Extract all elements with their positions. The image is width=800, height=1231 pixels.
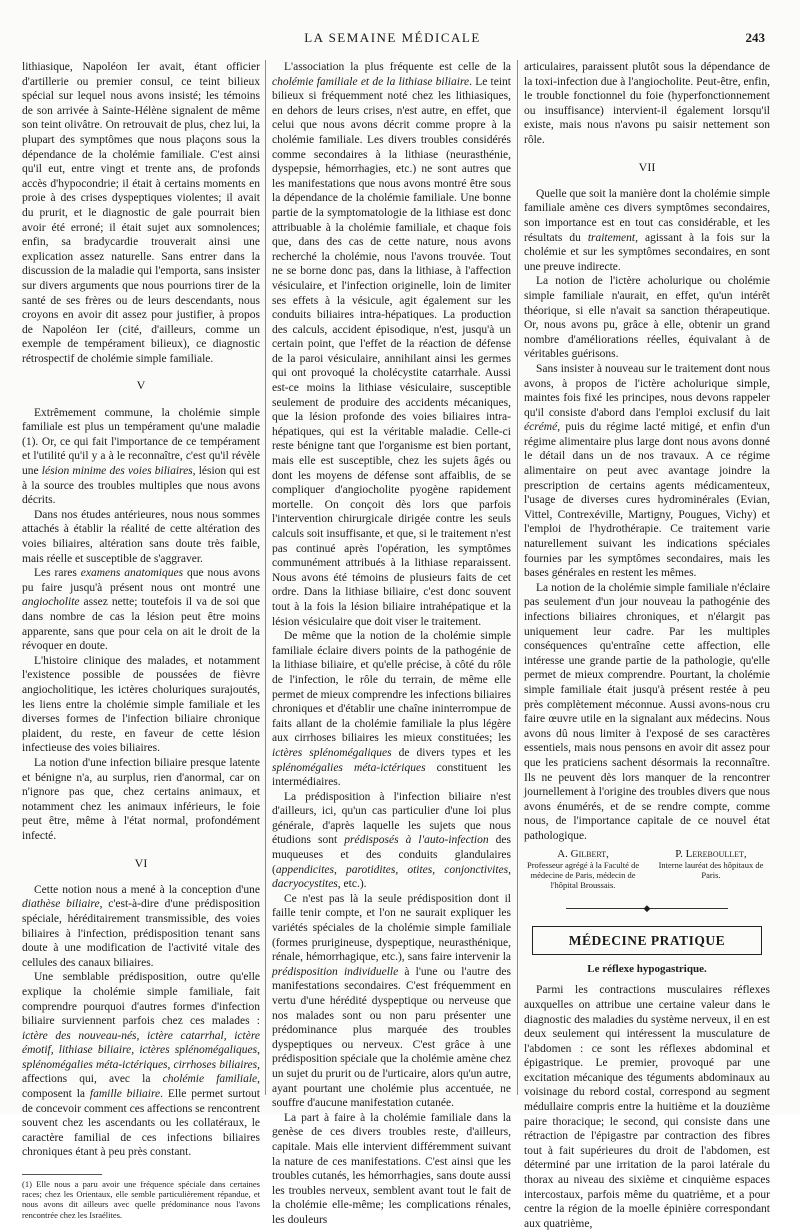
paragraph: Sans insister à nouveau sur le traitement dont nous avons, à propos de l'ictère acholurique simple, maintes fois fixé les principes, nous devons rappeler qu'il consiste d'abord dans l'emploi exclusif du lait écrémé, puis du régime lacté mitigé, et enfin d'un régime alimentaire plus large dont nous avons donné le détail dans un de nos travaux. A ce régime alimentaire on peut avec avantage joindre la prescription de certains agents médicamenteux, l'usage de diverses cures hydrominérales (Evian, Vittel, Contrexéville, Martigny, Pougues, Vichy) et l'emploi de l'hydrothérapie. Ce traitement varie naturellement suivant les indications spéciales fournies par les symptômes secondaires, mais les bases générales en restent les mêmes. bbox=[524, 362, 770, 580]
author-title: Interne lauréat des hôpitaux de Paris. bbox=[658, 860, 764, 881]
author-title: Professeur agrégé à la Faculté de médecine de Paris, médecin de l'hôpital Broussais. bbox=[526, 860, 640, 891]
paragraph: Extrêmement commune, la cholémie simple familiale est plus un tempérament qu'une maladie (1). Or, ce qui fait l'importance de ce tempérament et l'utilité qu'il y a à le reconnaître, c'est qu'il révèle une lésion minime des voies biliaires, lésion qui est à la source des troubles multiples que nous avons décrits. bbox=[22, 406, 260, 507]
paragraph: Une semblable prédisposition, outre qu'elle explique la cholémie simple familiale, fait comprendre pourquoi d'autres formes d'infection biliaire surviennent parfois chez ces malades : ictère des nouveau-nés, ictère catarrhal, ictère émotif, lithiase biliaire, ictères splénomégaliques, splénomégalies méta-ictériques, cirrhoses biliaires, affections qui, avec la cholémie familiale, composent la famille biliaire. Elle permet surtout de concevoir comment ces affections se rencontrent souvent chez les ascendants ou les collatéraux, le caractère familial de ces infections biliaires chroniques étant à peu près constant. bbox=[22, 971, 261, 1159]
section-numeral: VI bbox=[134, 855, 148, 870]
section-numeral: V bbox=[136, 378, 146, 393]
paragraph: La notion d'une infection biliaire presque latente et bénigne n'a, au surplus, rien d'anormal, car on n'ignore pas que, chez certains animaux, et notamment chez les animaux inférieurs, le foie peut être, même à l'état normal, profondément infecté. bbox=[22, 756, 260, 842]
running-title: LA SEMAINE MÉDICALE bbox=[304, 30, 481, 45]
signature-lereboullet bbox=[652, 848, 770, 891]
running-header bbox=[20, 30, 765, 50]
ornamental-divider: ◆ bbox=[524, 903, 770, 914]
paragraph: L'histoire clinique des malades, et notamment l'existence possible de poussées de fièvre angiocholitique, les ictères choluriques surajoutés, les liens entre la cholémie simple familiale et les diverses formes de l'infection biliaire chronique plaident, du reste, en faveur de cette lésion infectieuse des voies biliaires. bbox=[22, 654, 260, 755]
column-middle bbox=[272, 60, 511, 1228]
signatures bbox=[524, 848, 770, 891]
section-heading-box: MÉDECINE PRATIQUE bbox=[532, 926, 762, 955]
paragraph: De même que la notion de la cholémie simple familiale éclaire divers points de la pathogénie de la lithiase biliaire, et qu'elle précise, à côté du rôle de l'infection, le rôle du terrain, de même elle permet de mieux comprendre les infections biliaires chroniques et d'établir une chaîne ininterrompue de faits allant de la cholémie familiale la plus légère aux cirrhoses biliaires les mieux constituées; les ictères splénomégaliques de divers types et les splénomégalies méta-ictériques constituent les intermédiaires. bbox=[272, 630, 511, 789]
signature-gilbert bbox=[524, 848, 642, 891]
column-rule-1 bbox=[265, 60, 266, 1095]
paragraph: La prédisposition à l'infection biliaire n'est d'ailleurs, ici, qu'un cas particulier d'une loi plus générale, d'après laquelle les sujets que nous étudions sont prédisposés à l'auto-infection des muqueuses et des conduits glandulaires (appendicites, parotidites, otites, conjonctivites, dacryocystites, etc.). bbox=[272, 790, 511, 891]
paragraph: La notion de la cholémie simple familiale n'éclaire pas seulement d'un jour nouveau la pathogénie des infections biliaires chroniques, et n'élargit pas uniquement leur cadre. Par les multiples conséquences qu'entraîne cette affection, elle intéresse une grande partie de la pathologie, qu'elle permet de mieux comprendre. Pourtant, la cholémie simple familiale était jusqu'à présent restée à peu près complètement méconnue. Aussi avons-nous cru faire œuvre utile en la signalant aux médecins. Nous avons dû nous limiter à l'exposé de ses caractères essentiels, mais nous pensons en avoir dit assez pour que les praticiens sachent désormais la reconnaître. Ils ne peuvent dès lors manquer de la rencontrer journellement à l'origine des troubles divers que nous avons énumérés, et de se rendre compte, comme nous, de l'importance capitale de ce nouvel état pathologique. bbox=[524, 581, 770, 842]
section-numeral: VII bbox=[638, 159, 656, 174]
paragraph: Cette notion nous a mené à la conception d'une diathèse biliaire, c'est-à-dire d'une prédisposition spéciale, héréditairement transmissible, des voies biliaires à l'infection, prédisposition tenant sans doute à une modification de l'activité vitale des cellules des canaux biliaires. bbox=[22, 883, 261, 969]
page-number: 243 bbox=[745, 30, 765, 45]
column-rule-2 bbox=[517, 60, 518, 1095]
paragraph: Quelle que soit la manière dont la cholémie simple familiale amène ces divers symptômes secondaires, son importance est en tout cas considérable, et les résultats du traitement, agissant à la fois sur la cholémie et sur les symptômes secondaires, en sont une preuve indirecte. bbox=[524, 187, 770, 273]
article-subtitle: Le réflexe hypogastrique. bbox=[587, 963, 707, 976]
paragraph: Les rares examens anatomiques que nous avons pu faire jusqu'à présent nous ont montré une angiocholite assez nette; toutefois il va de soi que dans nombre de cas la lésion peut être moins apparente, sans que pour cela on ait le droit de la révoquer en doute. bbox=[22, 567, 260, 653]
paragraph: Parmi les contractions musculaires réflexes auxquelles on attribue une certaine valeur dans le diagnostic des maladies du système nerveux, il en est deux seulement qui intéressent la musculature de l'abdomen : ce sont les réflexes abdominal et épigastrique. Le premier, provoqué par une excitation mécanique des téguments abdominaux au voisinage du rebord costal, correspond au segment médullaire compris entre la huitième et la douzième paire thoracique; le second, qui consiste dans une rétraction de l'épigastre par contraction des fibres tout à fait supérieures du droit de l'abdomen, est déterminé par une irritation de la paroi latérale du thorax au niveau des sixième et cinquième espaces intercostaux, parfois même du quatrième, et a pour centre la région de la moelle épinière correspondant aux quatrième, bbox=[524, 984, 770, 1230]
author-name: A. Gilbert, bbox=[557, 847, 609, 860]
paragraph: La notion de l'ictère acholurique ou cholémie simple familiale n'aurait, en effet, qu'un intérêt théorique, si elle n'avait sa sanction thérapeutique. Or, nous avons pu, grâce à elle, obtenir un grand nombre d'améliorations réelles, équivalant à de véritables guérisons. bbox=[524, 275, 770, 361]
footnote: (1) Elle nous a paru avoir une fréquence spéciale dans certaines races; chez les Orientaux, elle semble particulièrement répandue, et nous avons dit ailleurs avec quelle prédominance nous l'avons rencontrée chez les Israélites. bbox=[22, 1179, 260, 1220]
paragraph: L'association la plus fréquente est celle de la cholémie familiale et de la lithiase biliaire. Le teint bilieux si fréquemment noté chez les lithiasiques, en dehors de leurs crises, n'est autre, en effet, que celui que nous avons décrit comme propre à la cholémie familiale. Les divers troubles considérés comme secondaires à la lithiase (neurasthénie, dyspepsie, hémorrhagies, etc.) ne sont autres que les manifestations que nous avons montré être sous la dépendance de la cholémie familiale. Une bonne partie de la symptomatologie de la lithiase est donc attribuable à la cholémie familiale, et chaque fois que, dans des cas de cette nature, nous avons recherché la cholémie, nous l'avons trouvée. Tout ne se borne donc pas, dans la lithiase, à l'affection vésiculaire, et l'infection originelle, loin de limiter ses effets à la vésicule, agit également sur les conduits biliaires intra-hépatiques. La production des calculs, accident épisodique, n'est, jusqu'à un certain point, que l'effet de la réaction de défense de la paroi vésiculaire, annihilant ainsi les germes qui ont provoqué la cholécystite catarrhale. Aussi est-ce moins la lithiase vésiculaire, susceptible seulement de produire des accidents mécaniques, que la lésion profonde des voies biliaires intra-hépatiques, qui est la véritable maladie. Celle-ci reste bénigne tant que l'organisme est bien portant, mais elle est susceptible, chez les sujets âgés ou dont les moyens de défense sont affaiblis, de se compliquer d'angiocholite pyogène rapidement mortelle. On conçoit dès lors que parfois l'intervention chirurgicale dirigée contre les seuls calculs soit insuffisante, et que, si le traitement n'est pas continué après l'opération, les symptômes communément attribués à la lithiase reparaissent. Nous avons été témoins de plusieurs faits de cet ordre. Dans la lithiase biliaire, c'est donc souvent tout à la fois la lésion biliaire intrahépatique et la lésion vésiculaire que doit viser le traitement. bbox=[272, 61, 511, 628]
footnote-rule bbox=[22, 1174, 102, 1175]
paragraph: articulaires, paraissent plutôt sous la dépendance de la toxi-infection due à l'angiocholite. Peut-être, enfin, le trouble fonctionnel du foie (hyperfonctionnement ou insuffisance) intervient-il également lorsqu'il existe, mais nous n'avons pu saisir nettement son rôle. bbox=[524, 61, 770, 146]
column-left bbox=[22, 60, 260, 1220]
paragraph: La part à faire à la cholémie familiale dans la genèse de ces divers troubles reste, d'ailleurs, capitale. Mais elle intervient différemment suivant la nature de ces manifestations. C'est ainsi que les troubles cutanés, les hémorrhagies, sans doute aussi les troubles nerveux, semblent avant tout le fait de la cholémie elle-même; les complications rénales, les douleurs bbox=[272, 1111, 511, 1226]
column-right bbox=[524, 60, 770, 1231]
paragraph: Ce n'est pas là la seule prédisposition dont il faille tenir compte, et l'on ne saurait expliquer les variétés spéciales de la cholémie simple familiale (formes prurigineuse, dyspeptique, neurasthénique, rénale, hémorrhagique, etc.), sans faire intervenir la prédisposition individuelle à l'une ou l'autre des manifestations secondaires. C'est fréquemment en vertu d'une hérédité dyspeptique ou nerveuse que nos malades sont ou non paru présenter une prédominance plus marquée des troubles dyspeptiques ou nerveux. C'est grâce à une prédisposition spéciale que la cholémie amène chez un sujet du prurit ou de l'urticaire, alors qu'un autre, ayant pourtant une cholémie plus accentuée, ne souffre d'aucune manifestation cutanée. bbox=[272, 892, 511, 1110]
paragraph: Dans nos études antérieures, nous nous sommes attachés à établir la réalité de cette altération des voies biliaires, altération sans doute très faible, mais réelle et susceptible de s'aggraver. bbox=[22, 508, 260, 565]
paragraph: lithiasique, Napoléon Ier avait, étant officier d'artillerie ou premier consul, ce teint bilieux spécial sur lequel nous avons insisté; les témoins de son arrivée à Sainte-Hélène signalent de même son teint olivâtre. On retrouvait de plus, chez lui, la plupart des symptômes que nous plaçons sous la dépendance de la cholémie familiale. C'est ainsi qu'il eut, entre vingt et trente ans, de profonds accès d'hypocondrie; il était à certains moments en proie à des crises dyspeptiques violentes; il avait du prurit, et le diagnostic de gale pourrait bien avoir été erroné; il était sujet aux somnolences; enfin, sa bradycardie trouverait ainsi une explication assez naturelle. Sans entrer dans la discussion de la maladie qui l'emporta, sans insister sur divers arguments que nous pourrions tirer de la santé de ses frères ou de leurs descendants, nous croyons en avoir dit assez pour justifier, à propos de Napoléon Ier (cité, d'ailleurs, comme un exemple de tempérament bilieux), ce diagnostic rétrospectif de cholémie simple familiale. bbox=[22, 61, 260, 365]
author-name: P. Lereboullet, bbox=[675, 847, 747, 860]
